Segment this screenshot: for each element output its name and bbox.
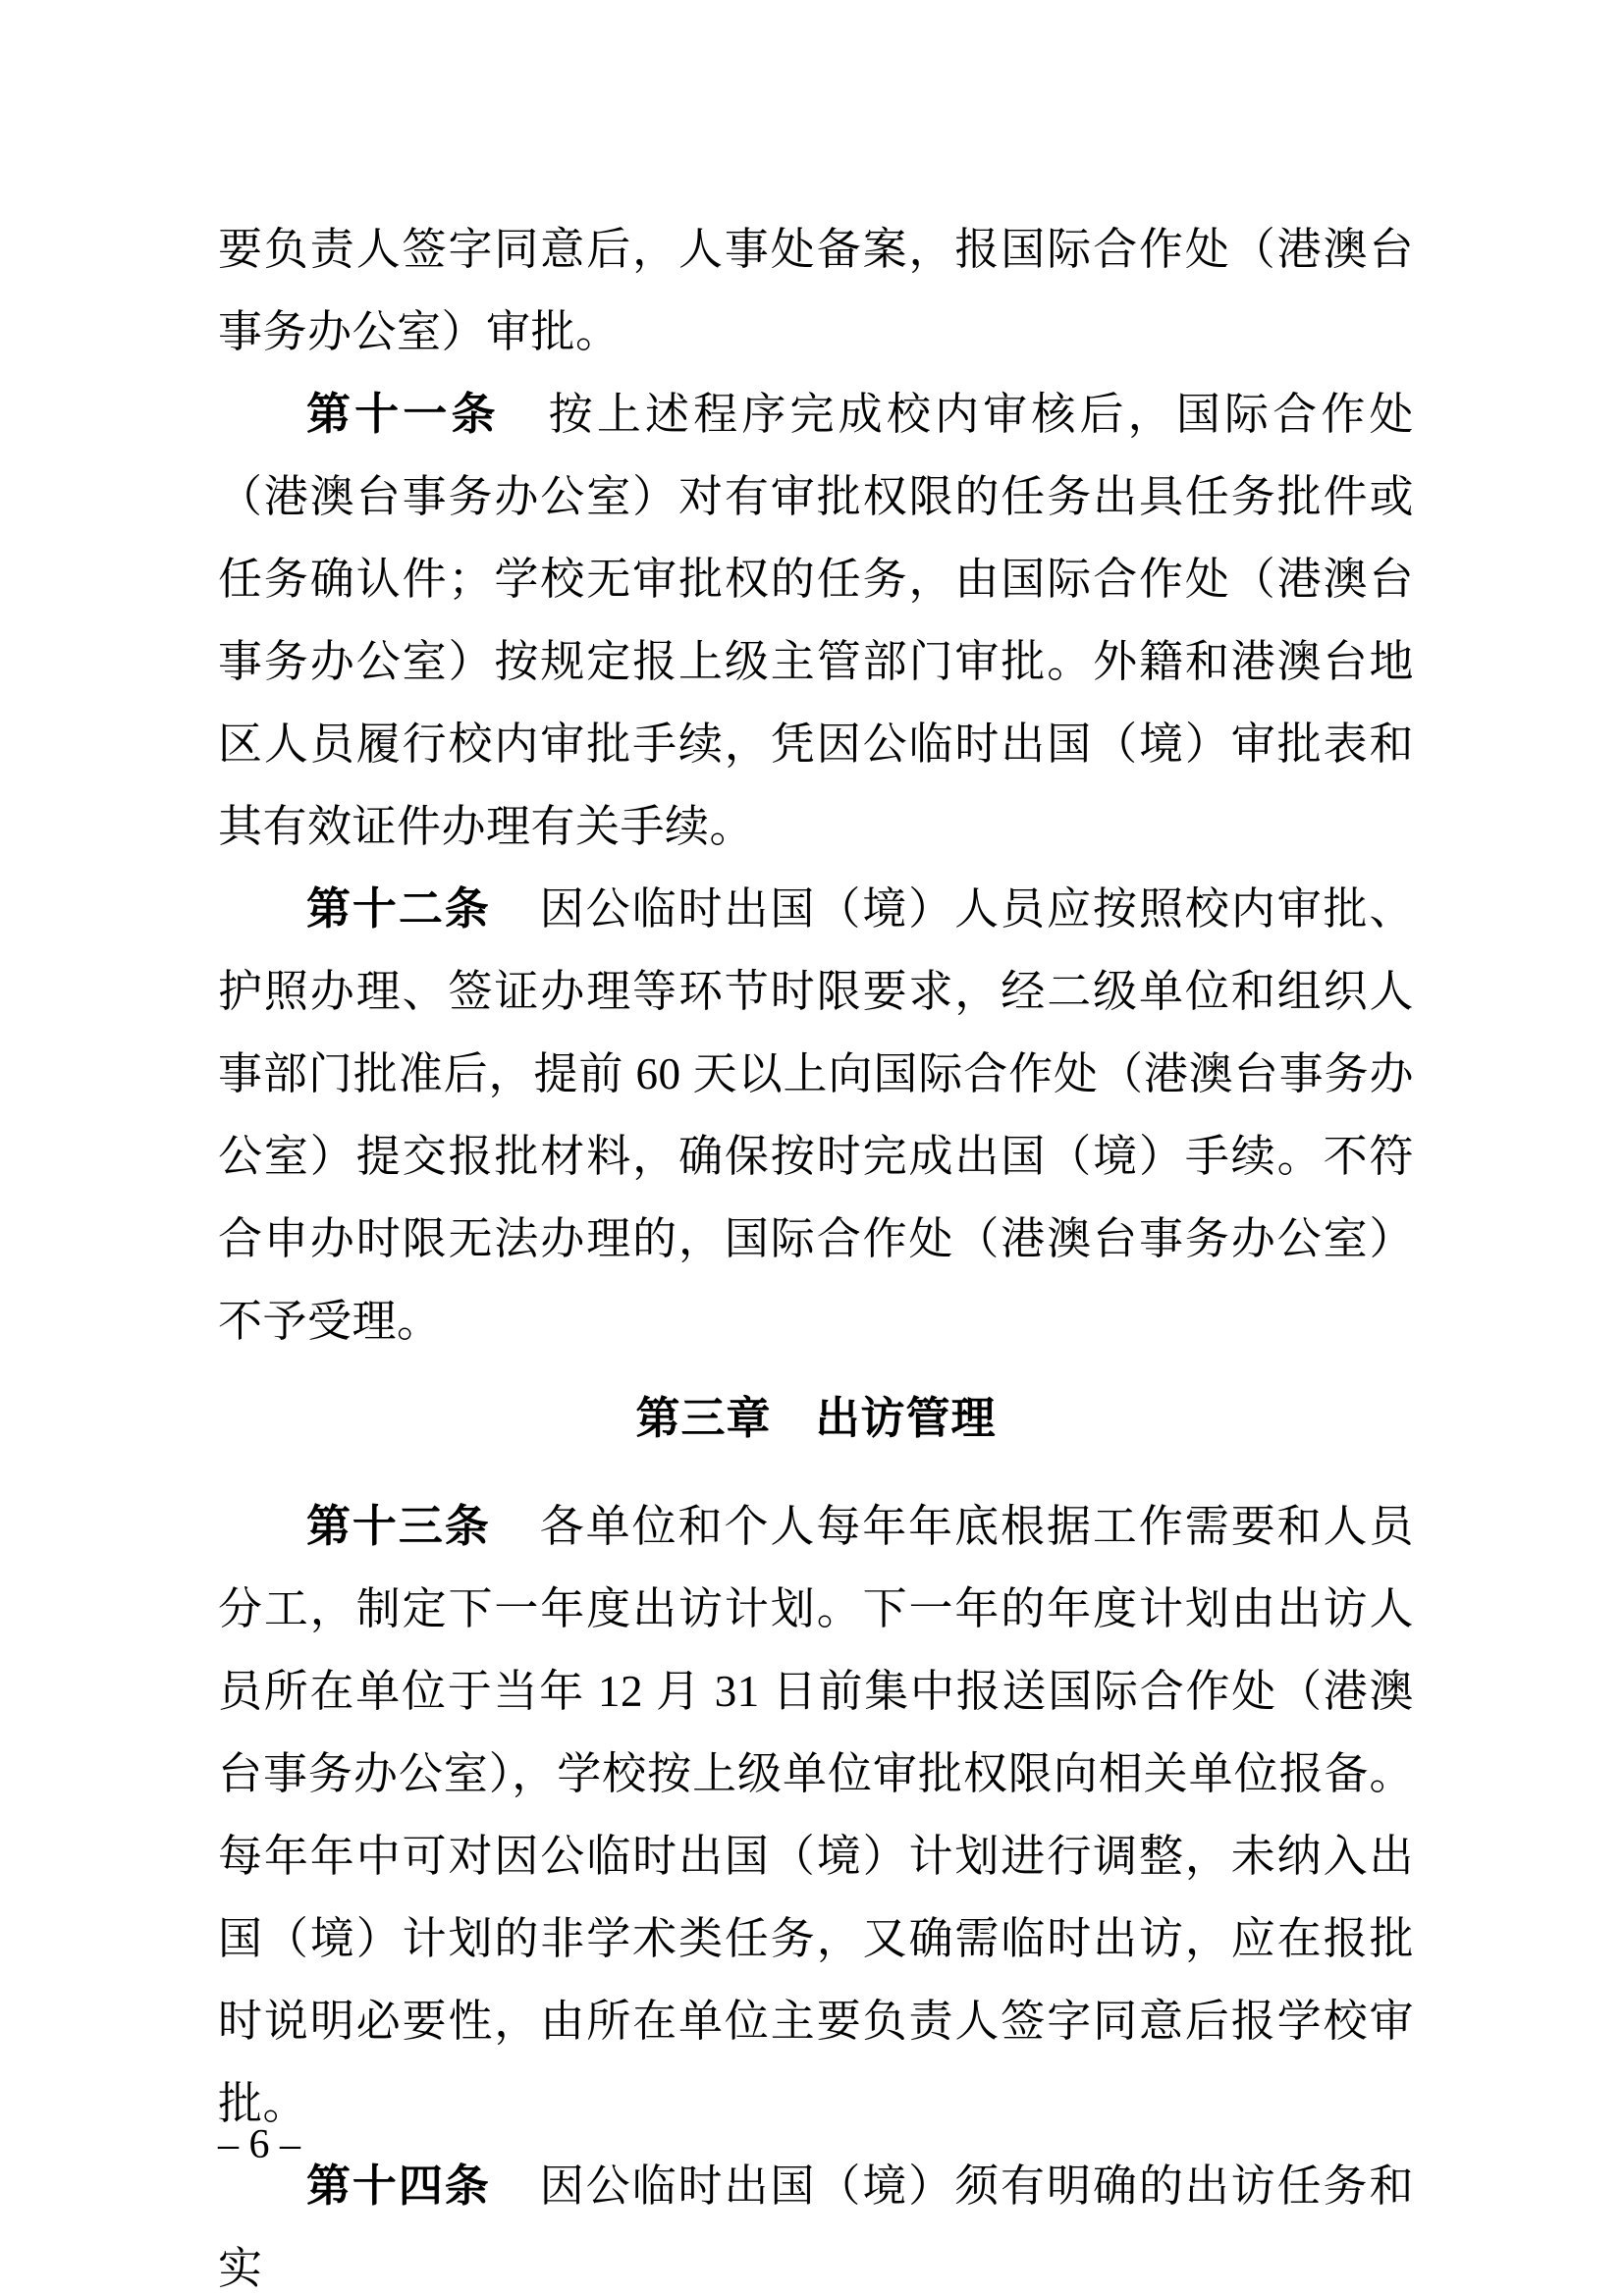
article-12-text: 因公临时出国（境）人员应按照校内审批、护照办理、签证办理等环节时限要求，经二级单位和组织人事部门批准后，提前 60 天以上向国际合作处（港澳台事务办公室）提交报批材料，确保按时完成出国（境）手续。不符合申办时限无法办理的，国际合作处（港澳台事务办公室）不予受理。 [218,884,1414,1346]
paragraph-article-11 [218,373,1414,868]
document-body [218,208,1414,2296]
page-footer [218,2120,300,2169]
paragraph-article-12 [218,868,1414,1362]
article-12-label: 第十二条 [306,883,491,934]
chapter-title: 出访管理 [815,1393,997,1443]
paragraph-continuation-text: 要负责人签字同意后，人事处备案，报国际合作处（港澳台事务办公室）审批。 [218,225,1414,356]
article-11-label: 第十一条 [306,389,500,439]
chapter-heading [218,1377,1414,1460]
article-13-label: 第十三条 [306,1501,491,1551]
article-14-label: 第十四条 [306,2161,491,2211]
chapter-number: 第三章 [635,1393,772,1443]
page-number: – 6 – [218,2122,300,2167]
article-13-text: 各单位和个人每年年底根据工作需要和人员分工，制定下一年度出访计划。下一年的年度计划由出访人员所在单位于当年 12 月 31 日前集中报送国际合作处（港澳台事务办公室），学校按上级单位审批权限向相关单位报备。每年年中可对因公临时出国（境）计划进行调整，未纳入出国（境）计划的非学术类任务，又确需临时出访，应在报批时说明必要性，由所在单位主要负责人签字同意后报学校审批。 [218,1502,1414,2128]
paragraph-article-13 [218,1485,1414,2145]
article-14-text: 因公临时出国（境）须有明确的出访任务和实 [218,2162,1414,2293]
paragraph-article-14 [218,2145,1414,2296]
paragraph-continuation [218,208,1414,373]
article-11-text: 按上述程序完成校内审核后，国际合作处（港澳台事务办公室）对有审批权限的任务出具任务批件或任务确认件；学校无审批权的任务，由国际合作处（港澳台事务办公室）按规定报上级主管部门审批。外籍和港澳台地区人员履行校内审批手续，凭因公临时出国（境）审批表和其有效证件办理有关手续。 [218,390,1414,851]
